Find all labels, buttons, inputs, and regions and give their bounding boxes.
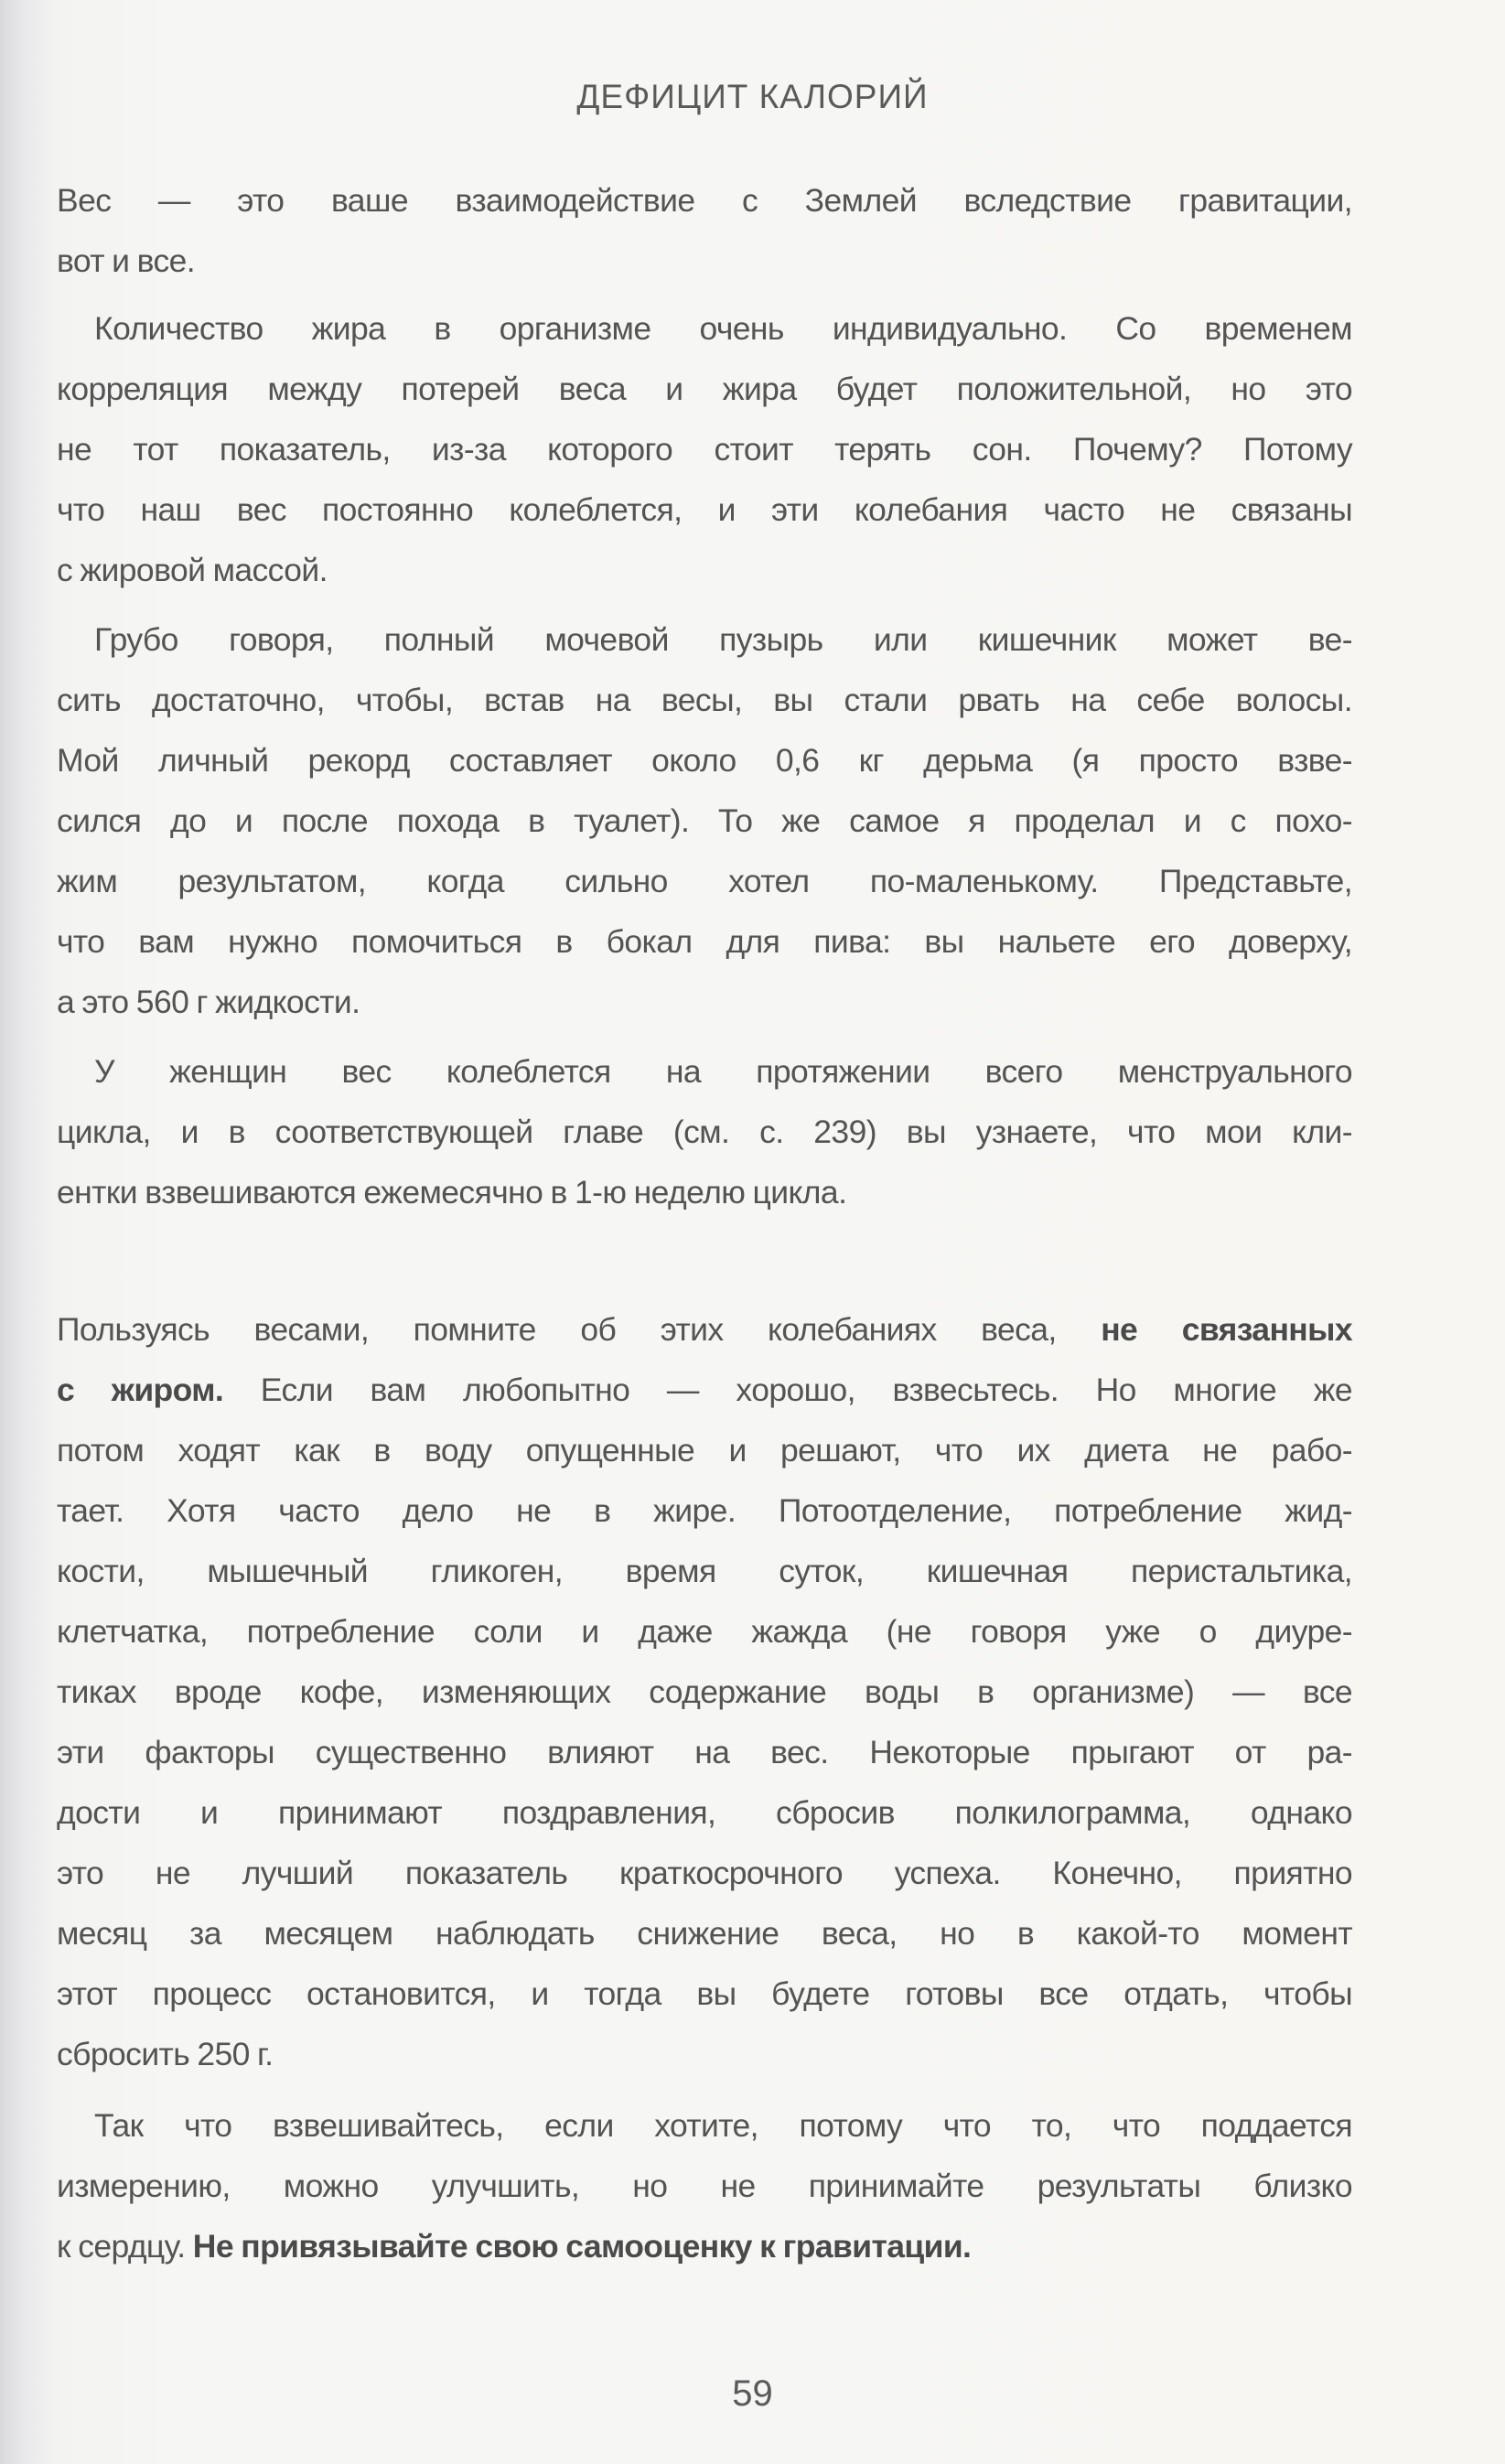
text-line: У женщин вес колеблется на протяжении всего менструального <box>94 1053 1352 1090</box>
text-line <box>57 1360 1352 1420</box>
paragraph-1 <box>57 170 1352 291</box>
text-line: тиках вроде кофе, изменяющих содержание воды в организме) — все <box>57 1673 1352 1710</box>
text-line: с жировой массой. <box>57 552 328 588</box>
text-line <box>57 1299 1352 1360</box>
text-line: а это 560 г жидкости. <box>57 984 360 1020</box>
text-line: не тот показатель, из-за которого стоит терять сон. Почему? Потому <box>57 431 1352 468</box>
text-line: месяц за месяцем наблюдать снижение веса, но в какой-то момент <box>57 1915 1352 1952</box>
paragraph-6 <box>57 2095 1352 2276</box>
text-line: эти факторы существенно влияют на вес. Некоторые прыгают от ра- <box>57 1734 1352 1770</box>
text-line: Мой личный рекорд составляет около 0,6 кг дерьма (я просто взве- <box>57 742 1352 779</box>
text-line: дости и принимают поздравления, сбросив полкилограмма, однако <box>57 1794 1352 1831</box>
bold-emphasis: Не привязывайте свою самооценку к гравитации. <box>192 2228 972 2265</box>
text-run: к сердцу. <box>57 2228 193 2265</box>
paragraph-5 <box>57 1299 1352 2084</box>
bold-emphasis: с жиром. <box>57 1372 224 1408</box>
text-line: тает. Хотя часто дело не в жире. Потоотделение, потребление жид- <box>57 1492 1352 1529</box>
running-head: ДЕФИЦИТ КАЛОРИЙ <box>576 78 929 115</box>
text-run: Пользуясь весами, помните об этих колебаниях веса, <box>57 1311 1102 1348</box>
text-line: этот процесс остановится, и тогда вы будете готовы все отдать, чтобы <box>57 1975 1352 2012</box>
paragraph-3 <box>57 609 1352 1032</box>
text-line: ентки взвешиваются ежемесячно в 1-ю неделю цикла. <box>57 1174 847 1210</box>
text-line: измерению, можно улучшить, но не принимайте результаты близко <box>57 2168 1352 2204</box>
text-line: Так что взвешивайтесь, если хотите, потому что то, что поддается <box>94 2107 1352 2144</box>
text-line: это не лучший показатель краткосрочного успеха. Конечно, приятно <box>57 1855 1352 1891</box>
text-line <box>57 2216 1352 2276</box>
text-line: что наш вес постоянно колеблется, и эти колебания часто не связаны <box>57 491 1352 528</box>
text-line: Вес — это ваше взаимодействие с Землей вследствие гравитации, <box>57 182 1352 219</box>
text-line: вот и все. <box>57 242 196 279</box>
text-line: сбросить 250 г. <box>57 2036 274 2072</box>
body-text-bottom <box>57 1299 1352 2276</box>
text-line: клетчатка, потребление соли и даже жажда (не говоря уже о диуре- <box>57 1613 1352 1650</box>
page-number: 59 <box>732 2373 773 2414</box>
text-run: Если вам любопытно — хорошо, взвесьтесь. Но многие же <box>223 1372 1352 1408</box>
text-line: кости, мышечный гликоген, время суток, кишечная перистальтика, <box>57 1553 1352 1589</box>
bold-emphasis: не связанных <box>1101 1311 1352 1348</box>
text-line: жим результатом, когда сильно хотел по-маленькому. Представьте, <box>57 863 1352 899</box>
text-line: цикла, и в соответствующей главе (см. с. 239) вы узнаете, что мои кли- <box>57 1114 1352 1150</box>
text-line: Грубо говоря, полный мочевой пузырь или кишечник может ве- <box>94 621 1352 658</box>
paragraph-4 <box>57 1041 1352 1222</box>
body-text-top <box>57 170 1352 1222</box>
text-line: Количество жира в организме очень индивидуально. Со временем <box>94 310 1352 347</box>
text-line: потом ходят как в воду опущенные и решают, что их диета не рабо- <box>57 1432 1352 1469</box>
text-line: сить достаточно, чтобы, встав на весы, вы стали рвать на себе волосы. <box>57 682 1352 718</box>
text-line: что вам нужно помочиться в бокал для пива: вы нальете его доверху, <box>57 923 1352 960</box>
text-line: сился до и после похода в туалет). То же самое я проделал и с похо- <box>57 802 1352 839</box>
text-line: корреляция между потерей веса и жира будет положительной, но это <box>57 371 1352 407</box>
paragraph-2 <box>57 298 1352 600</box>
